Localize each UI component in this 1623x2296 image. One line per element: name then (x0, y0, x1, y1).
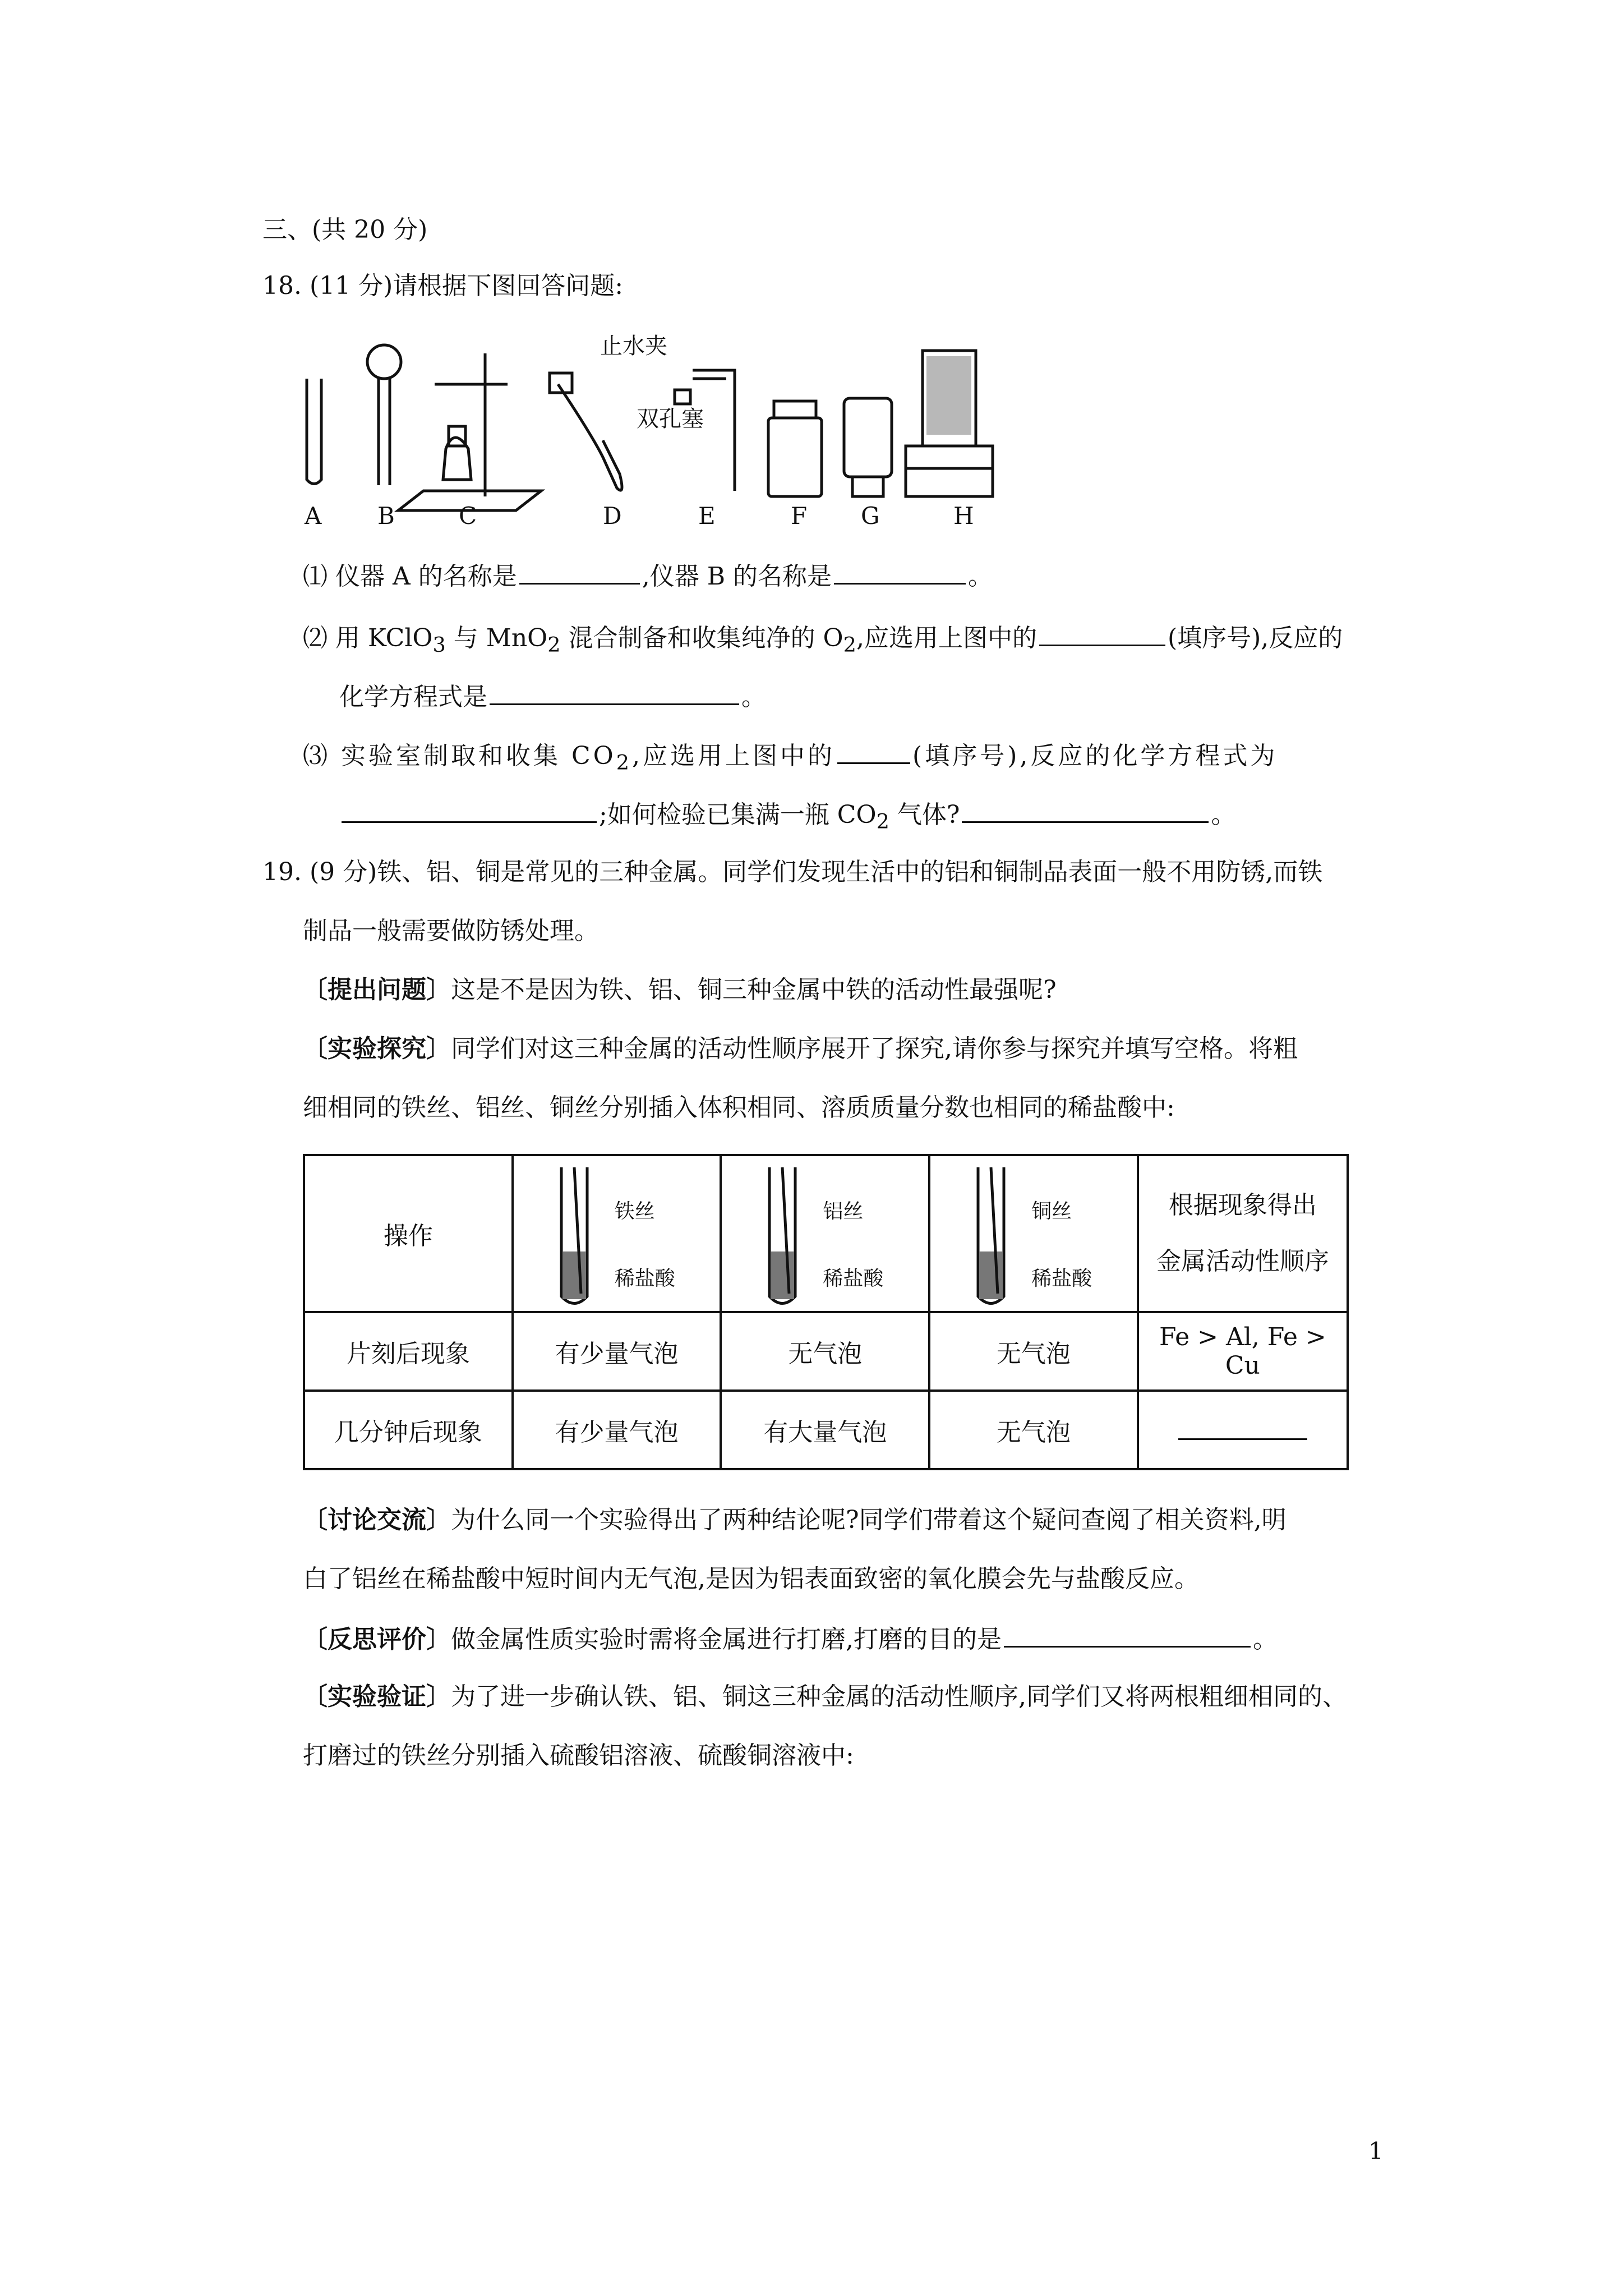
conclusion-cell: Fe > Al, Fe > Cu (1138, 1312, 1348, 1391)
q19-explore-line2: 细相同的铁丝、铝丝、铜丝分别插入体积相同、溶质质量分数也相同的稀盐酸中: (303, 1093, 1175, 1122)
q18-part2-text-e: (填序号),反应的 (1167, 624, 1343, 652)
tube-cell-iron (513, 1155, 721, 1312)
subscript: 2 (843, 632, 856, 657)
q19-intro-line1: 19. (9 分)铁、铝、铜是常见的三种金属。同学们发现生活中的铝和铜制品表面一般不用防锈,而铁 (262, 858, 1323, 886)
subscript: 2 (547, 632, 561, 657)
experiment-table (303, 1154, 1349, 1470)
q18-part1-text-b: ,仪器 B 的名称是 (642, 562, 832, 591)
answer-blank-co2-equation[interactable] (342, 797, 597, 823)
tube-cell-copper (929, 1155, 1138, 1312)
table-cell: 有大量气泡 (721, 1391, 929, 1469)
header-conclusion-line1: 根据现象得出 (1168, 1191, 1317, 1220)
q18-part3-text-c: (填序号),反应的化学方程式为 (912, 742, 1278, 770)
q18-part2-text-a: ⑵ 用 KClO (303, 624, 433, 652)
q18-part2-text-d: ,应选用上图中的 (856, 624, 1037, 652)
table-cell: 有少量气泡 (513, 1391, 721, 1469)
figure-label-g: G (861, 502, 880, 530)
table-cell: 无气泡 (929, 1312, 1138, 1391)
q19-explore (303, 1032, 1298, 1066)
q18-title: 18. (11 分)请根据下图回答问题: (262, 272, 624, 300)
header-operation: 操作 (304, 1155, 513, 1312)
table-cell: 无气泡 (721, 1312, 929, 1391)
figure-label-e: E (698, 502, 716, 530)
subscript: 2 (616, 750, 633, 775)
discuss-tag: 〔讨论交流〕 (303, 1506, 451, 1534)
q19-intro-line2: 制品一般需要做防锈处理。 (303, 917, 599, 945)
q19-ask (303, 973, 1057, 1007)
q19-verify-line2: 打磨过的铁丝分别插入硫酸铝溶液、硫酸铜溶液中: (303, 1741, 854, 1770)
acid-label-iron: 稀盐酸 (614, 1267, 675, 1290)
figure-label-d: D (603, 502, 622, 530)
figure-label-h: H (953, 502, 974, 530)
figure-label-f: F (791, 502, 808, 530)
acid-label-copper: 稀盐酸 (1031, 1267, 1092, 1290)
figure-label-a: A (305, 502, 322, 530)
page-number: 1 (1368, 2137, 1384, 2165)
q18-part1-text-c: 。 (968, 562, 993, 591)
answer-blank-co2-apparatus[interactable] (837, 738, 910, 764)
q18-part3b-text-a: ;如何检验已集满一瓶 CO (599, 800, 877, 829)
wire-label-iron: 铁丝 (614, 1200, 655, 1223)
wire-label-copper: 铜丝 (1031, 1200, 1072, 1223)
answer-blank-o2-equation[interactable] (490, 679, 739, 705)
q18-part2b-text-a: 化学方程式是 (339, 683, 487, 711)
q18-part2 (303, 620, 1343, 662)
table-cell: 有少量气泡 (513, 1312, 721, 1391)
conclusion-cell (1138, 1391, 1348, 1469)
stopper-label: 双孔塞 (637, 406, 704, 432)
answer-blank-conclusion[interactable] (1178, 1414, 1307, 1440)
answer-blank-o2-apparatus[interactable] (1039, 620, 1165, 646)
q18-part3-text-b: ,应选用上图中的 (632, 742, 836, 770)
reflect-text: 做金属性质实验时需将金属进行打磨,打磨的目的是 (451, 1625, 1002, 1654)
figure-label-c: C (459, 502, 477, 530)
tube-cell-aluminum (721, 1155, 929, 1312)
answer-blank-polish-purpose[interactable] (1004, 1621, 1251, 1648)
q18-part3-text-a: ⑶ 实验室制取和收集 CO (303, 742, 616, 770)
table-row (304, 1391, 1348, 1469)
explore-tag: 〔实验探究〕 (303, 1034, 451, 1063)
q18-part2-equation (339, 679, 766, 714)
q18-part2-text-b: 与 MnO (445, 624, 548, 652)
q19-discuss-line2: 白了铝丝在稀盐酸中短时间内无气泡,是因为铝表面致密的氧化膜会先与盐酸反应。 (303, 1565, 1199, 1593)
discuss-text: 为什么同一个实验得出了两种结论呢?同学们带着这个疑问查阅了相关资料,明 (451, 1506, 1287, 1534)
q19-discuss (303, 1503, 1287, 1537)
answer-blank-co2-test[interactable] (962, 797, 1209, 823)
header-conclusion (1138, 1155, 1348, 1312)
subscript: 3 (432, 632, 446, 657)
table-cell: 无气泡 (929, 1391, 1138, 1469)
table-row (304, 1312, 1348, 1391)
reflect-tag: 〔反思评价〕 (303, 1625, 451, 1654)
q18-part1 (303, 558, 993, 593)
reflect-end: 。 (1252, 1625, 1278, 1654)
header-conclusion-line2: 金属活动性顺序 (1156, 1247, 1329, 1276)
q18-part3b-text-c: 。 (1211, 800, 1236, 829)
figure-label-b: B (377, 502, 395, 530)
q19-reflect (303, 1621, 1278, 1657)
q18-part1-text-a: ⑴ 仪器 A 的名称是 (303, 562, 517, 591)
row-label: 片刻后现象 (304, 1312, 513, 1391)
explore-text: 同学们对这三种金属的活动性顺序展开了探究,请你参与探究并填写空格。将粗 (451, 1034, 1298, 1063)
answer-blank-instrument-a[interactable] (519, 558, 640, 585)
apparatus-figure (300, 328, 1004, 533)
row-label: 几分钟后现象 (304, 1391, 513, 1469)
section-header: 三、(共 20 分) (262, 215, 428, 244)
ask-tag: 〔提出问题〕 (303, 976, 451, 1004)
q18-part2b-text-b: 。 (741, 683, 766, 711)
q18-part3 (303, 738, 1278, 780)
subscript: 2 (876, 809, 889, 834)
verify-tag: 〔实验验证〕 (303, 1682, 451, 1711)
q18-part3-line2 (339, 797, 1235, 839)
wire-label-aluminum: 铝丝 (823, 1200, 864, 1223)
acid-label-aluminum: 稀盐酸 (823, 1267, 884, 1290)
verify-text: 为了进一步确认铁、铝、铜这三种金属的活动性顺序,同学们又将两根粗细相同的、 (451, 1682, 1347, 1711)
table-header-row (304, 1155, 1348, 1312)
q18-part3b-text-b: 气体? (889, 800, 960, 829)
answer-blank-instrument-b[interactable] (834, 558, 966, 585)
clamp-label: 止水夹 (600, 333, 667, 359)
q18-part2-text-c: 混合制备和收集纯净的 O (560, 624, 843, 652)
ask-text: 这是不是因为铁、铝、铜三种金属中铁的活动性最强呢? (451, 976, 1057, 1004)
q19-verify (303, 1680, 1347, 1714)
